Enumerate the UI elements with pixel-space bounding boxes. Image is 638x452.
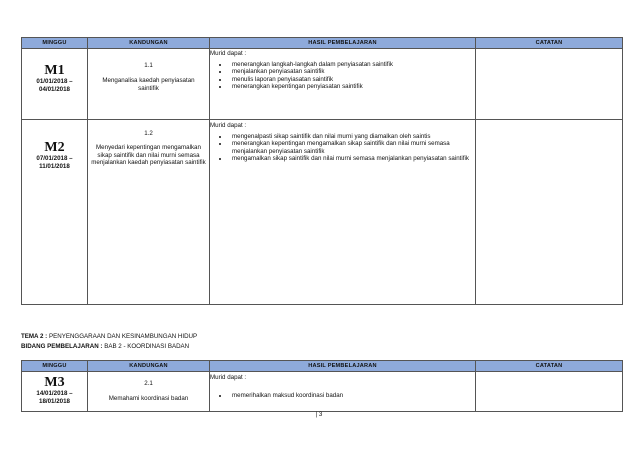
outcomes-lead: Murid dapat :	[210, 50, 247, 57]
outcomes-lead: Murid dapat :	[210, 374, 247, 381]
theme-value: PENYENGGARAAN DAN KESINAMBUNGAN HIDUP	[47, 333, 198, 340]
content-cell	[88, 120, 210, 305]
content-number: 1.1	[144, 62, 153, 69]
table-row	[22, 372, 623, 412]
theme-label: TEMA 2 :	[21, 333, 48, 340]
lesson-table-1	[21, 37, 623, 305]
week-cell	[22, 372, 88, 412]
list-item: • menerangkan kepentingan penyiasatan saintifik	[229, 83, 475, 91]
header-kandungan: KANDUNGAN	[88, 361, 210, 372]
outcomes-list	[210, 392, 475, 400]
week-label: M2	[44, 140, 65, 155]
catatan-cell	[476, 120, 623, 305]
lesson-table-2	[21, 360, 623, 412]
content-number: 2.1	[144, 380, 153, 387]
outcomes-cell	[210, 120, 476, 305]
page-number: | 3	[315, 411, 323, 418]
header-minggu: MINGGU	[22, 38, 88, 49]
header-kandungan: KANDUNGAN	[88, 38, 210, 49]
outcomes-lead: Murid dapat :	[210, 122, 247, 129]
outcomes-list	[210, 133, 475, 163]
list-item: • menulis laporan penyiasatan saintifik	[229, 76, 475, 84]
week-cell	[22, 49, 88, 120]
catatan-cell	[476, 372, 623, 412]
header-hasil-pembelajaran: HASIL PEMBELAJARAN	[210, 38, 476, 49]
list-item: • menjalankan penyiasatan saintifik	[229, 68, 475, 76]
header-catatan: CATATAN	[476, 38, 623, 49]
content-text: Menyedari kepentingan mengamalkan sikap saintifik dan nilai murni semasa menjalankan kaedah penyiasatan saintifik	[91, 144, 206, 167]
learning-area-value: BAB 2 - KOORDINASI BADAN	[102, 343, 190, 350]
header-hasil-pembelajaran: HASIL PEMBELAJARAN	[210, 361, 476, 372]
week-date: 07/01/2018 – 11/01/2018	[36, 155, 73, 170]
content-cell	[88, 49, 210, 120]
list-item: • mengamalkan sikap saintifik dan nilai murni semasa menjalankan penyiasatan saintifik	[229, 155, 475, 163]
content-number: 1.2	[144, 130, 153, 137]
outcomes-cell	[210, 49, 476, 120]
header-minggu: MINGGU	[22, 361, 88, 372]
outcomes-cell	[210, 372, 476, 412]
content-cell	[88, 372, 210, 412]
content-text: Menganalisa kaedah penyiasatan saintifik	[102, 77, 195, 92]
week-label: M1	[44, 63, 65, 78]
list-item: • menerangkan langkah-langkah dalam penyiasatan saintifik	[229, 61, 475, 69]
table-header-row	[22, 38, 623, 49]
list-item: • memerihalkan maksud koordinasi badan	[229, 392, 475, 400]
table-row	[22, 49, 623, 120]
content-text: Memahami koordinasi badan	[108, 395, 189, 403]
header-catatan: CATATAN	[476, 361, 623, 372]
catatan-cell	[476, 49, 623, 120]
table-header-row	[22, 361, 623, 372]
list-item: • menerangkan kepentingan mengamalkan sikap saintifik dan nilai murni semasa menjalankan penyiasatan saintifik	[229, 140, 475, 155]
week-date: 01/01/2018 – 04/01/2018	[36, 78, 73, 93]
week-label: M3	[44, 375, 65, 390]
theme-heading	[21, 333, 197, 341]
learning-area-label: BIDANG PEMBELAJARAN :	[21, 343, 103, 350]
week-date: 14/01/2018 – 18/01/2018	[36, 390, 73, 405]
outcomes-list	[210, 61, 475, 91]
learning-area-heading	[21, 343, 189, 351]
week-cell	[22, 120, 88, 305]
table-row	[22, 120, 623, 305]
list-item: • mengenalpasti sikap saintifik dan nilai murni yang diamalkan oleh saintis	[229, 133, 475, 141]
